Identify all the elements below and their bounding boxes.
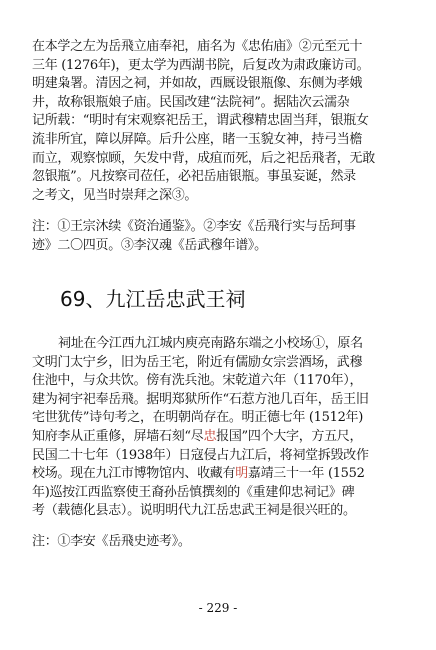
- text-line: 考（载德化县志）。说明明代九江岳忠武王祠是很兴旺的。: [32, 503, 356, 519]
- footnote-block-2: [32, 533, 408, 552]
- text-line: 住池中，与众共饮。傍有洗兵池。宋乾道六年（1170年），: [32, 373, 363, 389]
- text-line: 建为祠宇祀奉岳飛。据明郑狱所作“石惹方池几百年，岳王旧: [32, 391, 369, 407]
- text-line: 文明门太宁乡，旧为岳王宅，附近有儒励女宗尝酒场，武穆: [32, 354, 363, 370]
- highlighted-char: 明: [235, 466, 248, 482]
- text-line: 明建枭署。清因之祠，并如故，西厩设银瓶像、东侧为孝娥: [32, 76, 363, 92]
- paragraph-jiujiang-shrine: [32, 335, 408, 521]
- text-line: 祠址在今江西九江城内庾亮南路东端之小校场①，原名: [58, 336, 363, 351]
- text-line: 记所载：“明时有宋观察祀岳王，谓武穆精忠固当拜，银瓶女: [32, 113, 369, 129]
- text-line: 而立，观察惊顾，矢发中背，成疽而死，后之祀岳飛者，无敢: [32, 150, 375, 166]
- footnote-line: 注：①王宗沐续《资治通鉴》。②李安《岳飛行实与岳珂事: [32, 219, 356, 234]
- page-number: - 229 -: [198, 601, 238, 615]
- text-line: 忽银瓶”。凡按察司莅任，必祀岳庙银瓶。事虽妄诞，然录: [32, 169, 356, 185]
- footnote-line: 注：①李安《岳飛史迹考》。: [32, 534, 191, 549]
- footnote-block-1: [32, 218, 408, 255]
- text-line: 知府李从正重修，屏墙石刻“尽忠报国”四个大字，方五尺，: [32, 428, 363, 444]
- text-line: 之考文，见当时崇拜之深③。: [32, 187, 198, 203]
- text-line: 在本学之左为岳飛立庙奉祀，庙名为《忠佑庙》②元至元十: [32, 39, 363, 54]
- footnote-line: 迹》二〇四页。③李汉魂《岳武穆年谱》。: [32, 237, 267, 253]
- section-heading: 69、九江岳忠武王祠: [60, 287, 246, 311]
- text-line: 流非所宜，障以屏障。后升公座，睹一玉貌女神，持弓当檐: [32, 131, 363, 147]
- text-line: 井，故称银瓶娘子庙。民国改建“法院祠”。据陆次云濡杂: [32, 94, 350, 110]
- text-line: 三年 (1276年)，更太学为西湖书院，后复改为肃政廉访司。: [32, 57, 370, 73]
- highlighted-char: 忠: [203, 428, 217, 444]
- text-line: 民国二十七年（1938年）日寇侵占九江后，将祠堂拆毁改作: [32, 447, 369, 463]
- text-line: 校场。现在九江市博物馆内、收藏有明嘉靖三十一年 (1552: [32, 466, 365, 482]
- text-line: 年)巡按江西监察使王裔孙岳慎撰刻的《重建仰忠祠记》碑: [32, 484, 355, 500]
- paragraph-zhongyou-temple: [32, 38, 408, 205]
- text-line: 宅世犹传”诗句考之，在明朝尚存在。明正德七年 (1512年): [32, 410, 364, 426]
